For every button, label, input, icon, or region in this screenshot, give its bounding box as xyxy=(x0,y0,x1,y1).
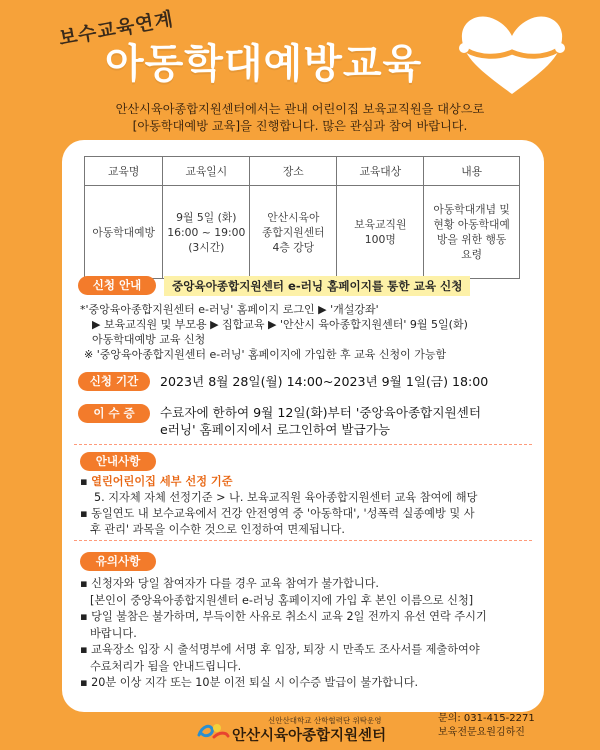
intro-text xyxy=(0,101,600,135)
caution-item-text: 바랍니다. xyxy=(90,626,137,640)
cell-content xyxy=(424,186,520,279)
header-cell: 교육대상 xyxy=(337,157,424,186)
header-cell: 교육명 xyxy=(85,157,163,186)
header-cell: 내용 xyxy=(424,157,520,186)
section-divider xyxy=(74,444,532,445)
cell-text: 안산시육아 xyxy=(267,210,320,224)
apply-step: 아동학대예방 교육 신청 xyxy=(92,333,206,346)
certificate-line: 수료자에 한하여 9월 12일(화)부터 '중앙육아종합지원센터 xyxy=(160,405,481,420)
period-text: 2023년 8월 28일(월) 14:00~2023년 9월 1일(금) 18:00 xyxy=(160,374,489,389)
header-cell: 교육일시 xyxy=(163,157,250,186)
cell-target xyxy=(337,186,424,279)
organization-name: 안산시육아종합지원센터 xyxy=(232,728,387,744)
cell-name xyxy=(85,186,163,279)
page-title: 아동학대예방교육 xyxy=(105,41,423,87)
guide-item-sub: 5. 지자체 자체 선정기준 > 나. 보육교직원 육아종합지원센터 교육 참여에 해당 xyxy=(94,491,478,504)
caution-item: ▪ 당일 불참은 불가하며, 부득이한 사유로 취소시 교육 2일 전까지 유선 연락 주시기 xyxy=(80,610,487,623)
caution-label: 유의사항 xyxy=(80,552,156,571)
guide-items xyxy=(80,474,540,538)
heart-hug-icon xyxy=(452,8,572,100)
section-divider xyxy=(74,540,532,541)
guide-item: ▪ 동일연도 내 보수교육에서 건강 안전영역 중 '아동학대', '성폭력 실종예방 및 사 xyxy=(80,507,475,520)
cell-text: 9월 5일 (화) xyxy=(176,210,237,224)
cell-place xyxy=(250,186,337,279)
operator-text: 신안산대학교 산학협력단 위탁운영 xyxy=(268,716,382,725)
contact-info xyxy=(438,712,535,740)
apply-label: 신청 안내 xyxy=(78,276,156,295)
header-cell: 장소 xyxy=(250,157,337,186)
cell-text: 100명 xyxy=(364,233,396,246)
guide-label: 안내사항 xyxy=(80,452,156,471)
cell-datetime xyxy=(163,186,250,279)
caution-item: ▪ 교육장소 입장 시 출석명부에 서명 후 입장, 퇴장 시 만족도 조사서를 제출하여야 xyxy=(80,643,480,656)
cell-text: 아동학대예방 xyxy=(92,225,155,239)
caution-item-text: 신청자와 당일 참여자가 다를 경우 교육 참여가 불가합니다. xyxy=(91,577,379,590)
contact-line: 보육전문요원김하진 xyxy=(438,727,525,738)
caution-item-text: 20분 이상 지각 또는 10분 이전 퇴실 시 이수증 발급이 불가합니다. xyxy=(91,676,419,689)
period-label: 신청 기간 xyxy=(78,372,150,391)
caution-item-text: 수료처리가 됨을 안내드립니다. xyxy=(90,659,242,673)
cell-text: 16:00 ~ 19:00 xyxy=(167,225,246,239)
apply-steps xyxy=(80,302,540,362)
intro-line: [아동학대예방 교육]을 진행합니다. 많은 관심과 참여 바랍니다. xyxy=(132,119,468,133)
cell-text: 보육교직원 xyxy=(354,218,407,231)
cell-text: 요령 xyxy=(461,248,483,261)
apply-headline: 중앙육아종합지원센터 e-러닝 홈페이지를 통한 교육 신청 xyxy=(164,276,470,296)
cell-text: 아동학대개념 및 xyxy=(433,203,510,216)
apply-step: *'중앙육아종합지원센터 e-러닝' 홈페이지 로그인 ▶ '개설강좌' xyxy=(80,303,379,316)
schedule-table xyxy=(84,156,520,279)
script-subtitle: 보수교육연계 xyxy=(57,8,176,50)
cell-text: 방을 위한 행동 xyxy=(436,233,507,246)
cell-text: 현황 아동학대예 xyxy=(433,218,510,231)
cell-text: 4층 강당 xyxy=(272,240,315,254)
guide-item-text: 동일연도 내 보수교육에서 건강 안전영역 중 '아동학대', '성폭력 실종예방 및 사 xyxy=(91,507,475,520)
guide-item: ▪ 열린어린이집 세부 선정 기준 xyxy=(80,475,233,488)
cell-text: (3시간) xyxy=(188,240,225,254)
apply-step: ▶ 보육교직원 및 부모용 ▶ 집합교육 ▶ '안산시 육아종합지원센터' 9월 5일(화) xyxy=(92,318,468,331)
center-logo-icon xyxy=(196,720,230,742)
caution-item-sub: [본인이 중앙육아종합지원센터 e-러닝 홈페이지에 가입 후 본인 이름으로 신청] xyxy=(90,593,474,607)
content-card xyxy=(62,140,544,712)
cell-text: 종합지원센터 xyxy=(262,225,325,239)
caution-items xyxy=(80,576,542,692)
guide-item-title: 열린어린이집 세부 선정 기준 xyxy=(91,475,233,488)
certificate-line: e러닝' 홈페이지에서 로그인하여 발급가능 xyxy=(160,422,391,437)
caution-item-text: 당일 불참은 불가하며, 부득이한 사유로 취소시 교육 2일 전까지 유선 연락 주시기 xyxy=(91,610,487,623)
contact-line: 문의: 031-415-2271 xyxy=(438,713,535,724)
table-row xyxy=(85,186,520,279)
caution-item: ▪ 20분 이상 지각 또는 10분 이전 퇴실 시 이수증 발급이 불가합니다. xyxy=(80,676,419,689)
intro-line: 안산시육아종합지원센터에서는 관내 어린이집 보육교직원을 대상으로 xyxy=(115,102,485,116)
table-header-row xyxy=(85,157,520,186)
certificate-text xyxy=(160,404,481,438)
certificate-label: 이 수 증 xyxy=(78,404,150,423)
caution-item: ▪ 신청자와 당일 참여자가 다를 경우 교육 참여가 불가합니다. xyxy=(80,577,379,590)
apply-note: ※ '중앙육아종합지원센터 e-러닝' 홈페이지에 가입한 후 교육 신청이 가능함 xyxy=(84,348,447,361)
guide-item-text: 후 관리' 과목을 이수한 것으로 인정하여 면제됩니다. xyxy=(90,523,345,536)
caution-item-text: 교육장소 입장 시 출석명부에 서명 후 입장, 퇴장 시 만족도 조사서를 제출하여야 xyxy=(91,643,480,656)
